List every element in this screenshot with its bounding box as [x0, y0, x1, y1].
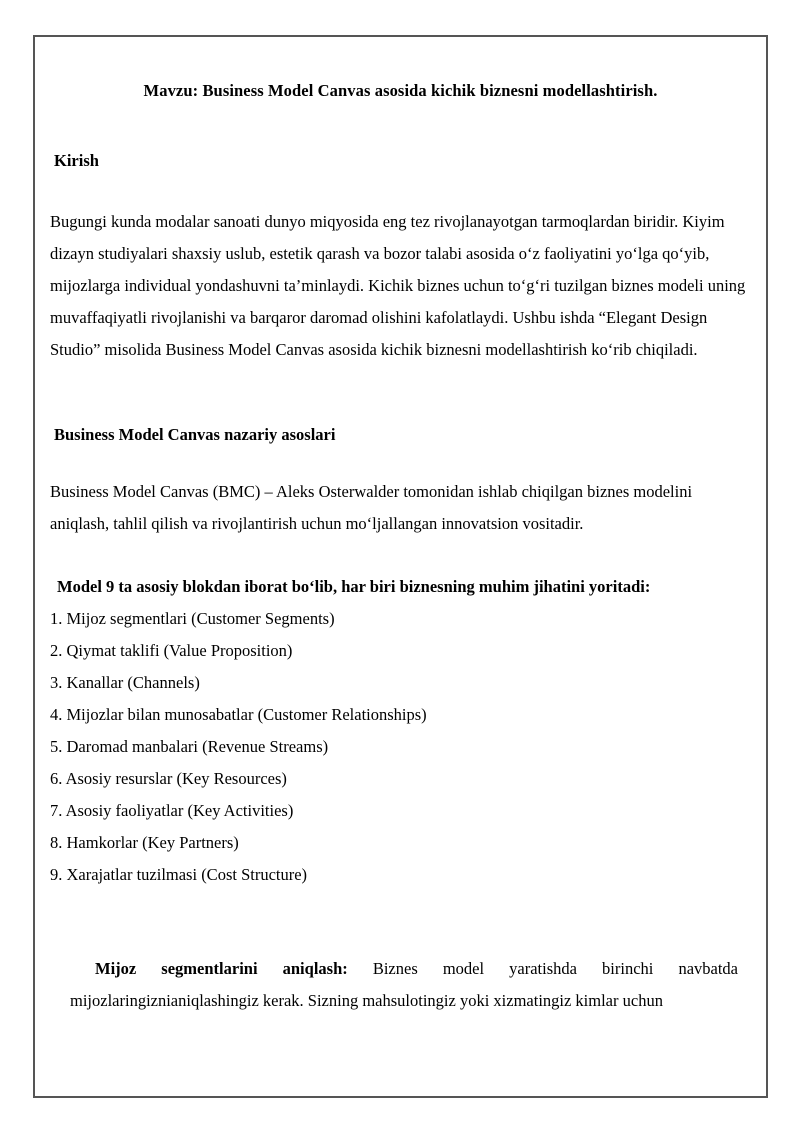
- list-intro-text: Model 9 ta asosiy blokdan iborat bo‘lib, har biri biznesning muhim jihatini yoritadi:: [57, 577, 651, 596]
- intro-paragraph: Bugungi kunda modalar sanoati dunyo miqyosida eng tez rivojlanayotgan tarmoqlardan biridir. Kiyim dizayn studiyalari shaxsiy uslub, estetik qarash va bozor talabi asosida o‘z faoliyatini yo‘lga qo‘yib, mijozlarga individual yondashuvni ta’minlaydi. Kichik biznes uchun to‘g‘ri tuzilgan biznes modeli uning muvaffaqiyatli rivojlanishi va barqaror daromad olishini kafolatlaydi. Ushbu ishda “Elegant Design Studio” misolida Business Model Canvas asosida kichik biznesni modellashtirish ko‘rib chiqiladi.: [50, 212, 746, 359]
- theory-paragraph: Business Model Canvas (BMC) – Aleks Osterwalder tomonidan ishlab chiqilgan biznes modelini aniqlash, tahlil qilish va rivojlantirish uchun mo‘ljallangan innovatsion vositadir.: [50, 482, 693, 533]
- page-title: Mavzu: Business Model Canvas asosida kichik biznesni modellashtirish.: [143, 81, 658, 100]
- list-item: 3. Kanallar (Channels): [50, 673, 200, 692]
- bmc-block-list: [35, 603, 766, 891]
- list-item: 9. Xarajatlar tuzilmasi (Cost Structure): [50, 865, 308, 884]
- page-content: [35, 37, 766, 1096]
- document-page: [33, 35, 768, 1098]
- list-item: 4. Mijozlar bilan munosabatlar (Customer Relationships): [50, 705, 427, 724]
- list-item: 1. Mijoz segmentlari (Customer Segments): [50, 609, 335, 628]
- list-item: 8. Hamkorlar (Key Partners): [50, 833, 239, 852]
- list-item: 7. Asosiy faoliyatlar (Key Activities): [50, 801, 294, 820]
- section-heading-theory: Business Model Canvas nazariy asoslari: [54, 425, 336, 444]
- segments-paragraph: [35, 891, 766, 1017]
- segments-body-text: Biznes model yaratishda birinchi navbatda mijozlaringiznianiqlashingiz kerak. Sizning mahsulotingiz yoki xizmatingiz kimlar uchun: [70, 959, 738, 1010]
- segments-lead-in: Mijoz segmentlarini aniqlash:: [95, 959, 348, 978]
- section-heading-kirish: Kirish: [54, 151, 99, 170]
- list-item: 5. Daromad manbalari (Revenue Streams): [50, 737, 329, 756]
- list-item: 2. Qiymat taklifi (Value Proposition): [50, 641, 293, 660]
- list-item: 6. Asosiy resurslar (Key Resources): [50, 769, 287, 788]
